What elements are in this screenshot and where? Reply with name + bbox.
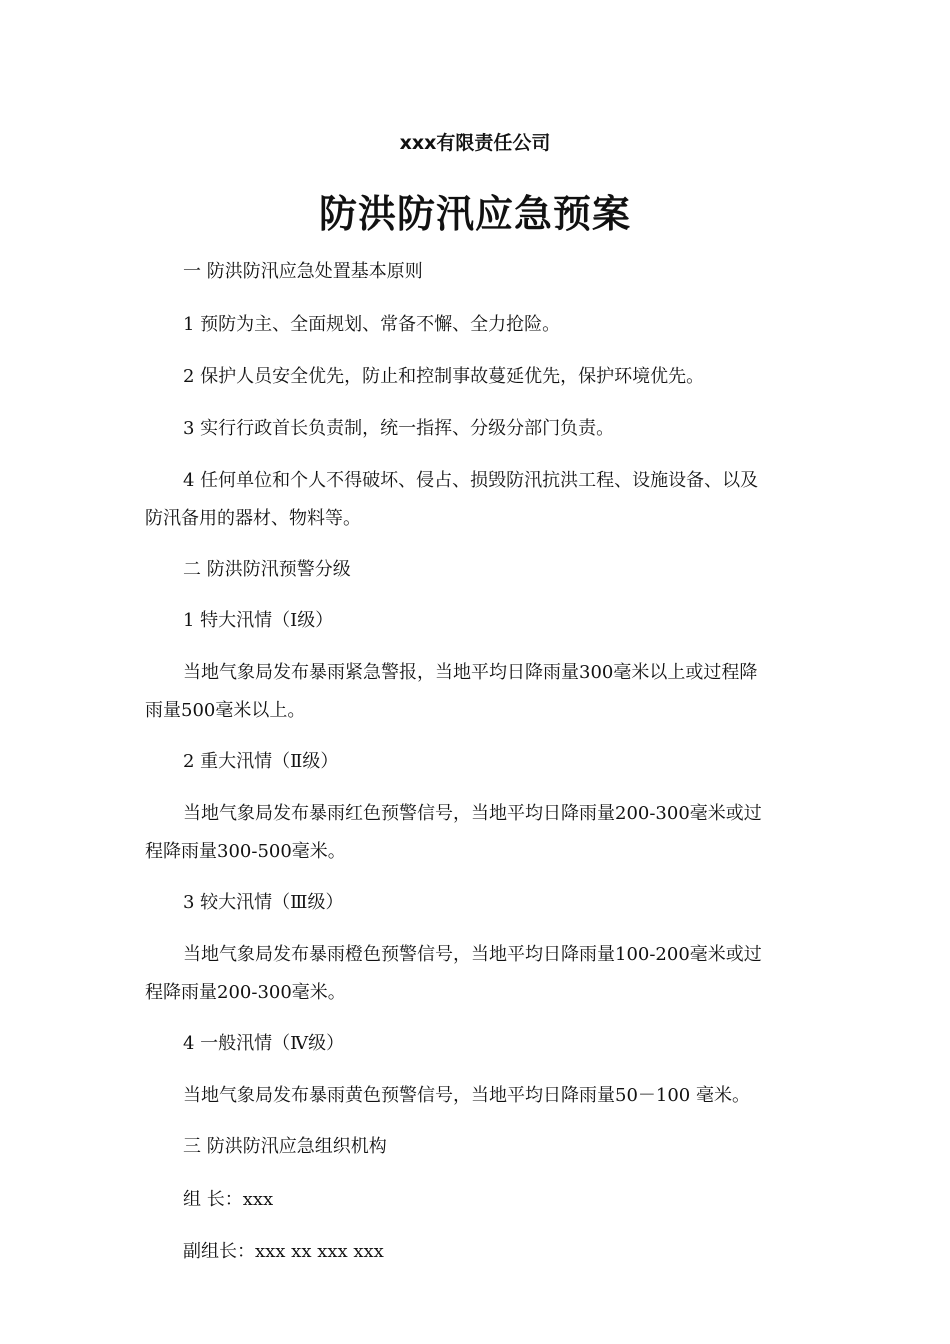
principle-item-4-continued: 防汛备用的器材、物料等。 [145, 508, 361, 529]
team-leader-line: 组 长：xxx [183, 1189, 274, 1210]
level-4-heading: 4 一般汛情（Ⅳ级） [183, 1033, 345, 1054]
level-2-description-continued: 程降雨量300-500毫米。 [145, 841, 346, 862]
level-1-description: 当地气象局发布暴雨紧急警报，当地平均日降雨量300毫米以上或过程降 [183, 662, 758, 683]
level-3-heading: 3 较大汛情（Ⅲ级） [183, 892, 344, 913]
section-heading-2: 二 防洪防汛预警分级 [183, 559, 351, 580]
document-title: 防洪防汛应急预案 [318, 192, 631, 236]
level-2-heading: 2 重大汛情（Ⅱ级） [183, 751, 339, 772]
level-3-description: 当地气象局发布暴雨橙色预警信号，当地平均日降雨量100-200毫米或过 [183, 944, 762, 965]
level-1-description-continued: 雨量500毫米以上。 [145, 700, 306, 721]
level-4-description: 当地气象局发布暴雨黄色预警信号，当地平均日降雨量50－100 毫米。 [183, 1085, 750, 1106]
section-heading-1: 一 防洪防汛应急处置基本原则 [183, 261, 423, 282]
company-name: xxx有限责任公司 [399, 132, 551, 154]
level-3-description-continued: 程降雨量200-300毫米。 [145, 982, 346, 1003]
principle-item-1: 1 预防为主、全面规划、常备不懈、全力抢险。 [183, 314, 561, 335]
principle-item-4: 4 任何单位和个人不得破坏、侵占、损毁防汛抗洪工程、设施设备、以及 [183, 470, 759, 491]
level-2-description: 当地气象局发布暴雨红色预警信号，当地平均日降雨量200-300毫米或过 [183, 803, 762, 824]
deputy-leader-line: 副组长：xxx xx xxx xxx [183, 1241, 384, 1262]
section-heading-3: 三 防洪防汛应急组织机构 [183, 1136, 387, 1157]
principle-item-2: 2 保护人员安全优先，防止和控制事故蔓延优先，保护环境优先。 [183, 366, 705, 387]
principle-item-3: 3 实行行政首长负责制，统一指挥、分级分部门负责。 [183, 418, 615, 439]
level-1-heading: 1 特大汛情（Ⅰ级） [183, 610, 334, 631]
